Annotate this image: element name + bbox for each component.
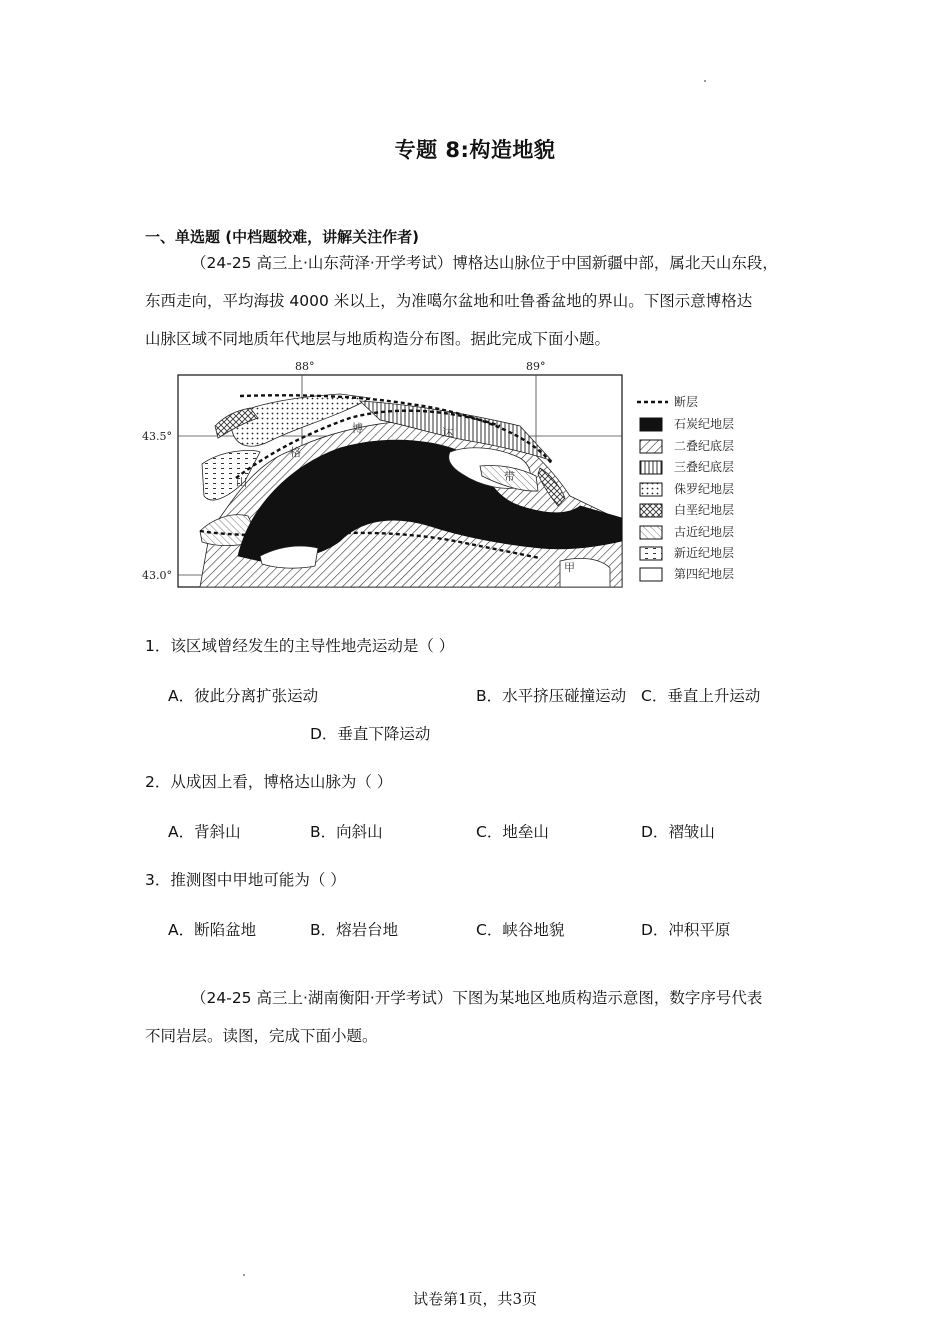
question-1-option-b: B．水平挤压碰撞运动 <box>476 687 627 705</box>
question-1-option-d: D．垂直下降运动 <box>310 725 431 743</box>
legend-swatch <box>640 526 662 539</box>
legend-swatch <box>640 461 662 474</box>
question-3-option-d: D．冲积平原 <box>641 921 731 939</box>
question-2-option-d: D．褶皱山 <box>641 823 715 841</box>
latitude-label: 43.0° <box>142 569 172 582</box>
legend-swatch <box>640 547 662 560</box>
passage-1-line-3: 山脉区域不同地质年代地层与地质构造分布图。据此完成下面小题。 <box>145 330 611 348</box>
question-2-option-b: B．向斜山 <box>310 823 383 841</box>
section-heading-label: 一、单选题 <box>145 228 221 246</box>
map-mark: 带 <box>504 470 515 483</box>
legend-swatch <box>640 418 662 431</box>
question-1-option-c: C．垂直上升运动 <box>641 687 761 705</box>
map-legend <box>637 394 734 581</box>
legend-label: 新近纪地层 <box>674 546 735 560</box>
question-3-option-c: C．峡谷地貌 <box>476 921 565 939</box>
legend-label: 石炭纪地层 <box>674 417 735 431</box>
passage-1-line-1: （24-25 高三上·山东菏泽·开学考试）博格达山脉位于中国新疆中部，属北天山东段， <box>191 254 778 272</box>
map-mark: 甲 <box>564 561 575 574</box>
map-mark: 博 <box>352 422 363 435</box>
section-heading-note: (中档题较难，讲解关注作者) <box>225 228 419 246</box>
legend-label: 三叠纪底层 <box>674 460 735 474</box>
legend-label: 白垩纪地层 <box>674 503 735 517</box>
scan-speck <box>243 1274 245 1276</box>
passage-1-line-2: 东西走向，平均海拔 4000 米以上，为准噶尔盆地和吐鲁番盆地的界山。下图示意博格达 <box>145 292 753 310</box>
longitude-label: 89° <box>526 360 546 373</box>
legend-label: 侏罗纪地层 <box>674 482 735 496</box>
question-3-option-a: A．断陷盆地 <box>168 921 257 939</box>
passage-2 <box>145 979 825 1055</box>
passage-1 <box>145 244 825 358</box>
legend-swatch <box>640 504 662 517</box>
legend-label: 古近纪地层 <box>674 525 735 539</box>
legend-swatch <box>640 440 662 453</box>
map-mark: 达 <box>442 426 453 439</box>
legend-swatch <box>640 568 662 581</box>
question-1-stem: 1．该区域曾经发生的主导性地壳运动是（ ） <box>145 637 455 655</box>
longitude-label: 88° <box>295 360 315 373</box>
latitude-label: 43.5° <box>142 430 172 443</box>
geologic-map-figure <box>140 356 760 592</box>
map-mark: 山 <box>236 476 247 489</box>
question-3-option-b: B．熔岩台地 <box>310 921 399 939</box>
scan-speck <box>704 80 706 82</box>
question-2-stem: 2．从成因上看，博格达山脉为（ ） <box>145 773 393 791</box>
map-mark: 格 <box>290 446 301 459</box>
page-title: 专题 8:构造地貌 <box>394 138 556 162</box>
question-3-stem: 3．推测图中甲地可能为（ ） <box>145 871 346 889</box>
question-2-option-a: A．背斜山 <box>168 823 241 841</box>
legend-label: 二叠纪底层 <box>674 439 735 453</box>
passage-2-line-1: （24-25 高三上·湖南衡阳·开学考试）下图为某地区地质构造示意图，数字序号代表 <box>191 989 763 1007</box>
legend-label: 第四纪地层 <box>674 567 735 581</box>
page-footer: 试卷第1页，共3页 <box>412 1290 538 1308</box>
legend-label: 断层 <box>674 395 699 409</box>
passage-2-line-2: 不同岩层。读图，完成下面小题。 <box>145 1027 378 1045</box>
question-1-option-a: A．彼此分离扩张运动 <box>168 687 319 705</box>
legend-swatch <box>640 483 662 496</box>
question-2-option-c: C．地垒山 <box>476 823 549 841</box>
